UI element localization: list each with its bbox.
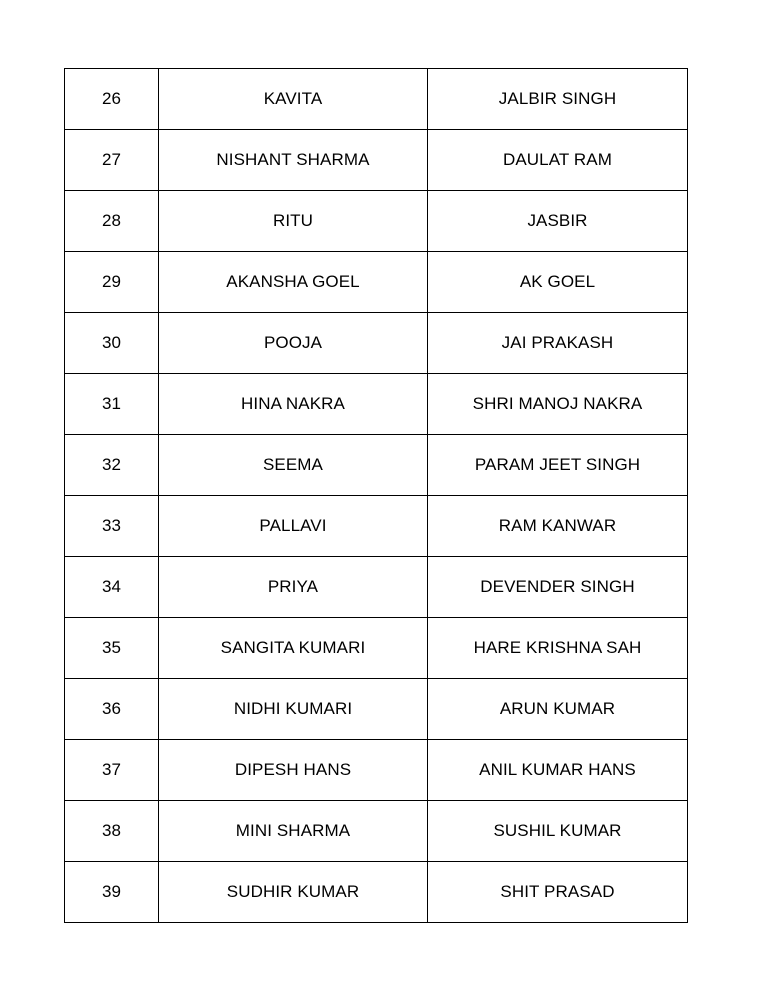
serial-number-cell: 36 [65, 679, 159, 740]
table-row [65, 679, 688, 740]
name-cell: RITU [159, 191, 428, 252]
records-table [64, 68, 688, 923]
serial-number-cell: 31 [65, 374, 159, 435]
name-cell: KAVITA [159, 69, 428, 130]
serial-number-cell: 37 [65, 740, 159, 801]
name-cell: AKANSHA GOEL [159, 252, 428, 313]
name-cell: NIDHI KUMARI [159, 679, 428, 740]
father-name-cell: SHIT PRASAD [428, 862, 688, 923]
table-row [65, 496, 688, 557]
father-name-cell: RAM KANWAR [428, 496, 688, 557]
serial-number-cell: 28 [65, 191, 159, 252]
father-name-cell: SHRI MANOJ NAKRA [428, 374, 688, 435]
name-cell: PRIYA [159, 557, 428, 618]
father-name-cell: AK GOEL [428, 252, 688, 313]
table-row [65, 191, 688, 252]
table-row [65, 740, 688, 801]
name-cell: SEEMA [159, 435, 428, 496]
serial-number-cell: 35 [65, 618, 159, 679]
records-table-body [65, 69, 688, 923]
name-cell: POOJA [159, 313, 428, 374]
table-row [65, 801, 688, 862]
father-name-cell: JALBIR SINGH [428, 69, 688, 130]
name-cell: PALLAVI [159, 496, 428, 557]
table-row [65, 557, 688, 618]
father-name-cell: ANIL KUMAR HANS [428, 740, 688, 801]
name-cell: NISHANT SHARMA [159, 130, 428, 191]
table-row [65, 69, 688, 130]
serial-number-cell: 29 [65, 252, 159, 313]
table-row [65, 374, 688, 435]
serial-number-cell: 27 [65, 130, 159, 191]
table-row [65, 252, 688, 313]
father-name-cell: ARUN KUMAR [428, 679, 688, 740]
table-row [65, 130, 688, 191]
serial-number-cell: 26 [65, 69, 159, 130]
serial-number-cell: 38 [65, 801, 159, 862]
serial-number-cell: 30 [65, 313, 159, 374]
name-cell: SUDHIR KUMAR [159, 862, 428, 923]
name-cell: DIPESH HANS [159, 740, 428, 801]
father-name-cell: SUSHIL KUMAR [428, 801, 688, 862]
name-cell: HINA NAKRA [159, 374, 428, 435]
father-name-cell: DAULAT RAM [428, 130, 688, 191]
father-name-cell: JAI PRAKASH [428, 313, 688, 374]
table-row [65, 618, 688, 679]
father-name-cell: DEVENDER SINGH [428, 557, 688, 618]
serial-number-cell: 39 [65, 862, 159, 923]
table-row [65, 435, 688, 496]
name-cell: SANGITA KUMARI [159, 618, 428, 679]
table-row [65, 313, 688, 374]
serial-number-cell: 32 [65, 435, 159, 496]
serial-number-cell: 33 [65, 496, 159, 557]
table-row [65, 862, 688, 923]
father-name-cell: JASBIR [428, 191, 688, 252]
father-name-cell: PARAM JEET SINGH [428, 435, 688, 496]
father-name-cell: HARE KRISHNA SAH [428, 618, 688, 679]
serial-number-cell: 34 [65, 557, 159, 618]
name-cell: MINI SHARMA [159, 801, 428, 862]
